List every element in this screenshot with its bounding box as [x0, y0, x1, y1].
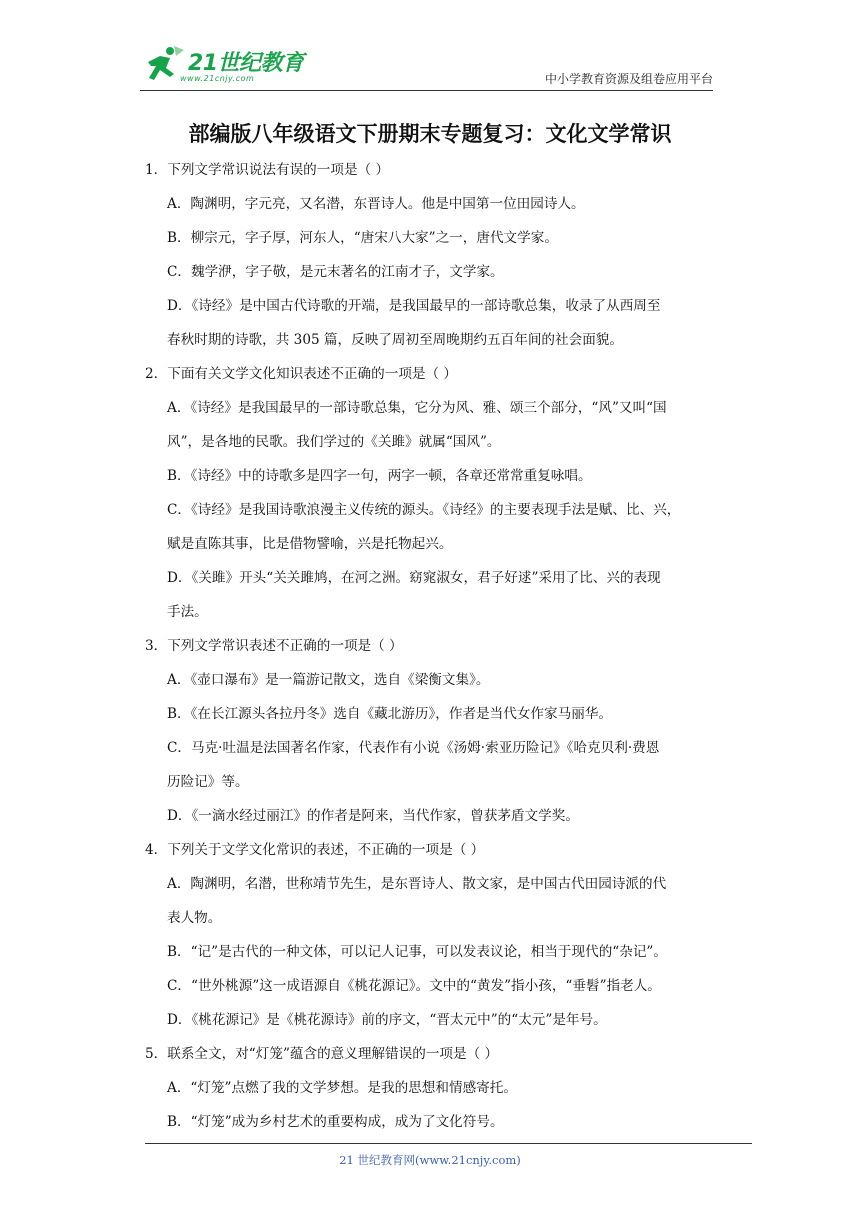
question-stem: 2．下面有关文学文化知识表述不正确的一项是（ ） — [145, 366, 458, 382]
question-stem: 5．联系全文，对“灯笼”蕴含的意义理解错误的一项是（ ） — [145, 1046, 499, 1062]
page-footer: 21 世纪教育网(www.21cnjy.com) — [339, 1153, 521, 1167]
answer-option-line: A．《壶口瀑布》是一篇游记散文，选自《梁衡文集》。 — [167, 672, 490, 688]
question-stem: 4．下列关于文学文化常识的表述，不正确的一项是（ ） — [145, 842, 485, 858]
header-tagline: 中小学教育资源及组卷应用平台 — [544, 72, 713, 86]
answer-option-line: A．陶渊明，名潜，世称靖节先生，是东晋诗人、散文家，是中国古代田园诗派的代 — [167, 876, 667, 892]
answer-option-line: C．魏学洢，字子敬，是元末著名的江南才子，文学家。 — [167, 264, 504, 280]
logo-url: www.21cnjy.com — [180, 74, 255, 83]
answer-option-line: B．“记”是古代的一种文体，可以记人记事，可以发表议论，相当于现代的“杂记”。 — [167, 944, 667, 960]
answer-option-line: A．《诗经》是我国最早的一部诗歌总集，它分为风、雅、颂三个部分，“风”又叫“国 — [167, 400, 667, 416]
answer-option-line: 赋是直陈其事，比是借物譬喻，兴是托物起兴。 — [167, 536, 453, 552]
answer-option-line: D．《一滴水经过丽江》的作者是阿来，当代作家，曾获茅盾文学奖。 — [167, 808, 579, 824]
answer-option-line: B．《诗经》中的诗歌多是四字一句，两字一顿，各章还常常重复咏唱。 — [167, 468, 592, 484]
answer-option-line: 历险记》等。 — [167, 774, 249, 790]
answer-option-line: B．《在长江源头各拉丹冬》选自《藏北游历》，作者是当代女作家马丽华。 — [167, 706, 612, 722]
answer-option-line: A．陶渊明，字元亮，又名潜，东晋诗人。他是中国第一位田园诗人。 — [167, 196, 585, 212]
answer-option-line: 表人物。 — [167, 910, 222, 926]
logo-text: 21世纪教育 — [188, 51, 304, 76]
answer-option-line: C．《诗经》是我国诗歌浪漫主义传统的源头。《诗经》的主要表现手法是赋、比、兴， — [167, 502, 681, 518]
logo — [140, 44, 310, 86]
page-header — [140, 40, 713, 91]
answer-option-line: A．“灯笼”点燃了我的文学梦想。是我的思想和情感寄托。 — [167, 1080, 517, 1096]
answer-option-line: B．“灯笼”成为乡村艺术的重要构成，成为了文化符号。 — [167, 1114, 504, 1130]
answer-option-line: 春秋时期的诗歌，共 305 篇，反映了周初至周晚期约五百年间的社会面貌。 — [167, 332, 623, 348]
answer-option-line: 风”，是各地的民歌。我们学过的《关雎》就属“国风”。 — [167, 434, 501, 450]
answer-option-line: D．《诗经》是中国古代诗歌的开端，是我国最早的一部诗歌总集，收录了从西周至 — [167, 298, 661, 314]
answer-option-line: D．《关雎》开头“关关雎鸠，在河之洲。窈窕淑女，君子好逑”采用了比、兴的表现 — [167, 570, 661, 586]
question-stem: 3．下列文学常识表述不正确的一项是（ ） — [145, 638, 403, 654]
document-title: 部编版八年级语文下册期末专题复习：文化文学常识 — [188, 122, 672, 146]
answer-option-line: B．柳宗元，字子厚，河东人，“唐宋八大家”之一，唐代文学家。 — [167, 230, 558, 246]
footer-divider — [145, 1143, 752, 1144]
answer-option-line: C．马克·吐温是法国著名作家，代表作有小说《汤姆·索亚历险记》《哈克贝利·费恩 — [167, 740, 660, 756]
answer-option-line: C．“世外桃源”这一成语源自《桃花源记》。文中的“黄发”指小孩，“垂髫”指老人。 — [167, 978, 661, 994]
answer-option-line: D．《桃花源记》是《桃花源诗》前的序文，“晋太元中”的“太元”是年号。 — [167, 1012, 607, 1028]
answer-option-line: 手法。 — [167, 604, 208, 620]
question-stem: 1．下列文学常识说法有误的一项是（ ） — [145, 162, 390, 178]
